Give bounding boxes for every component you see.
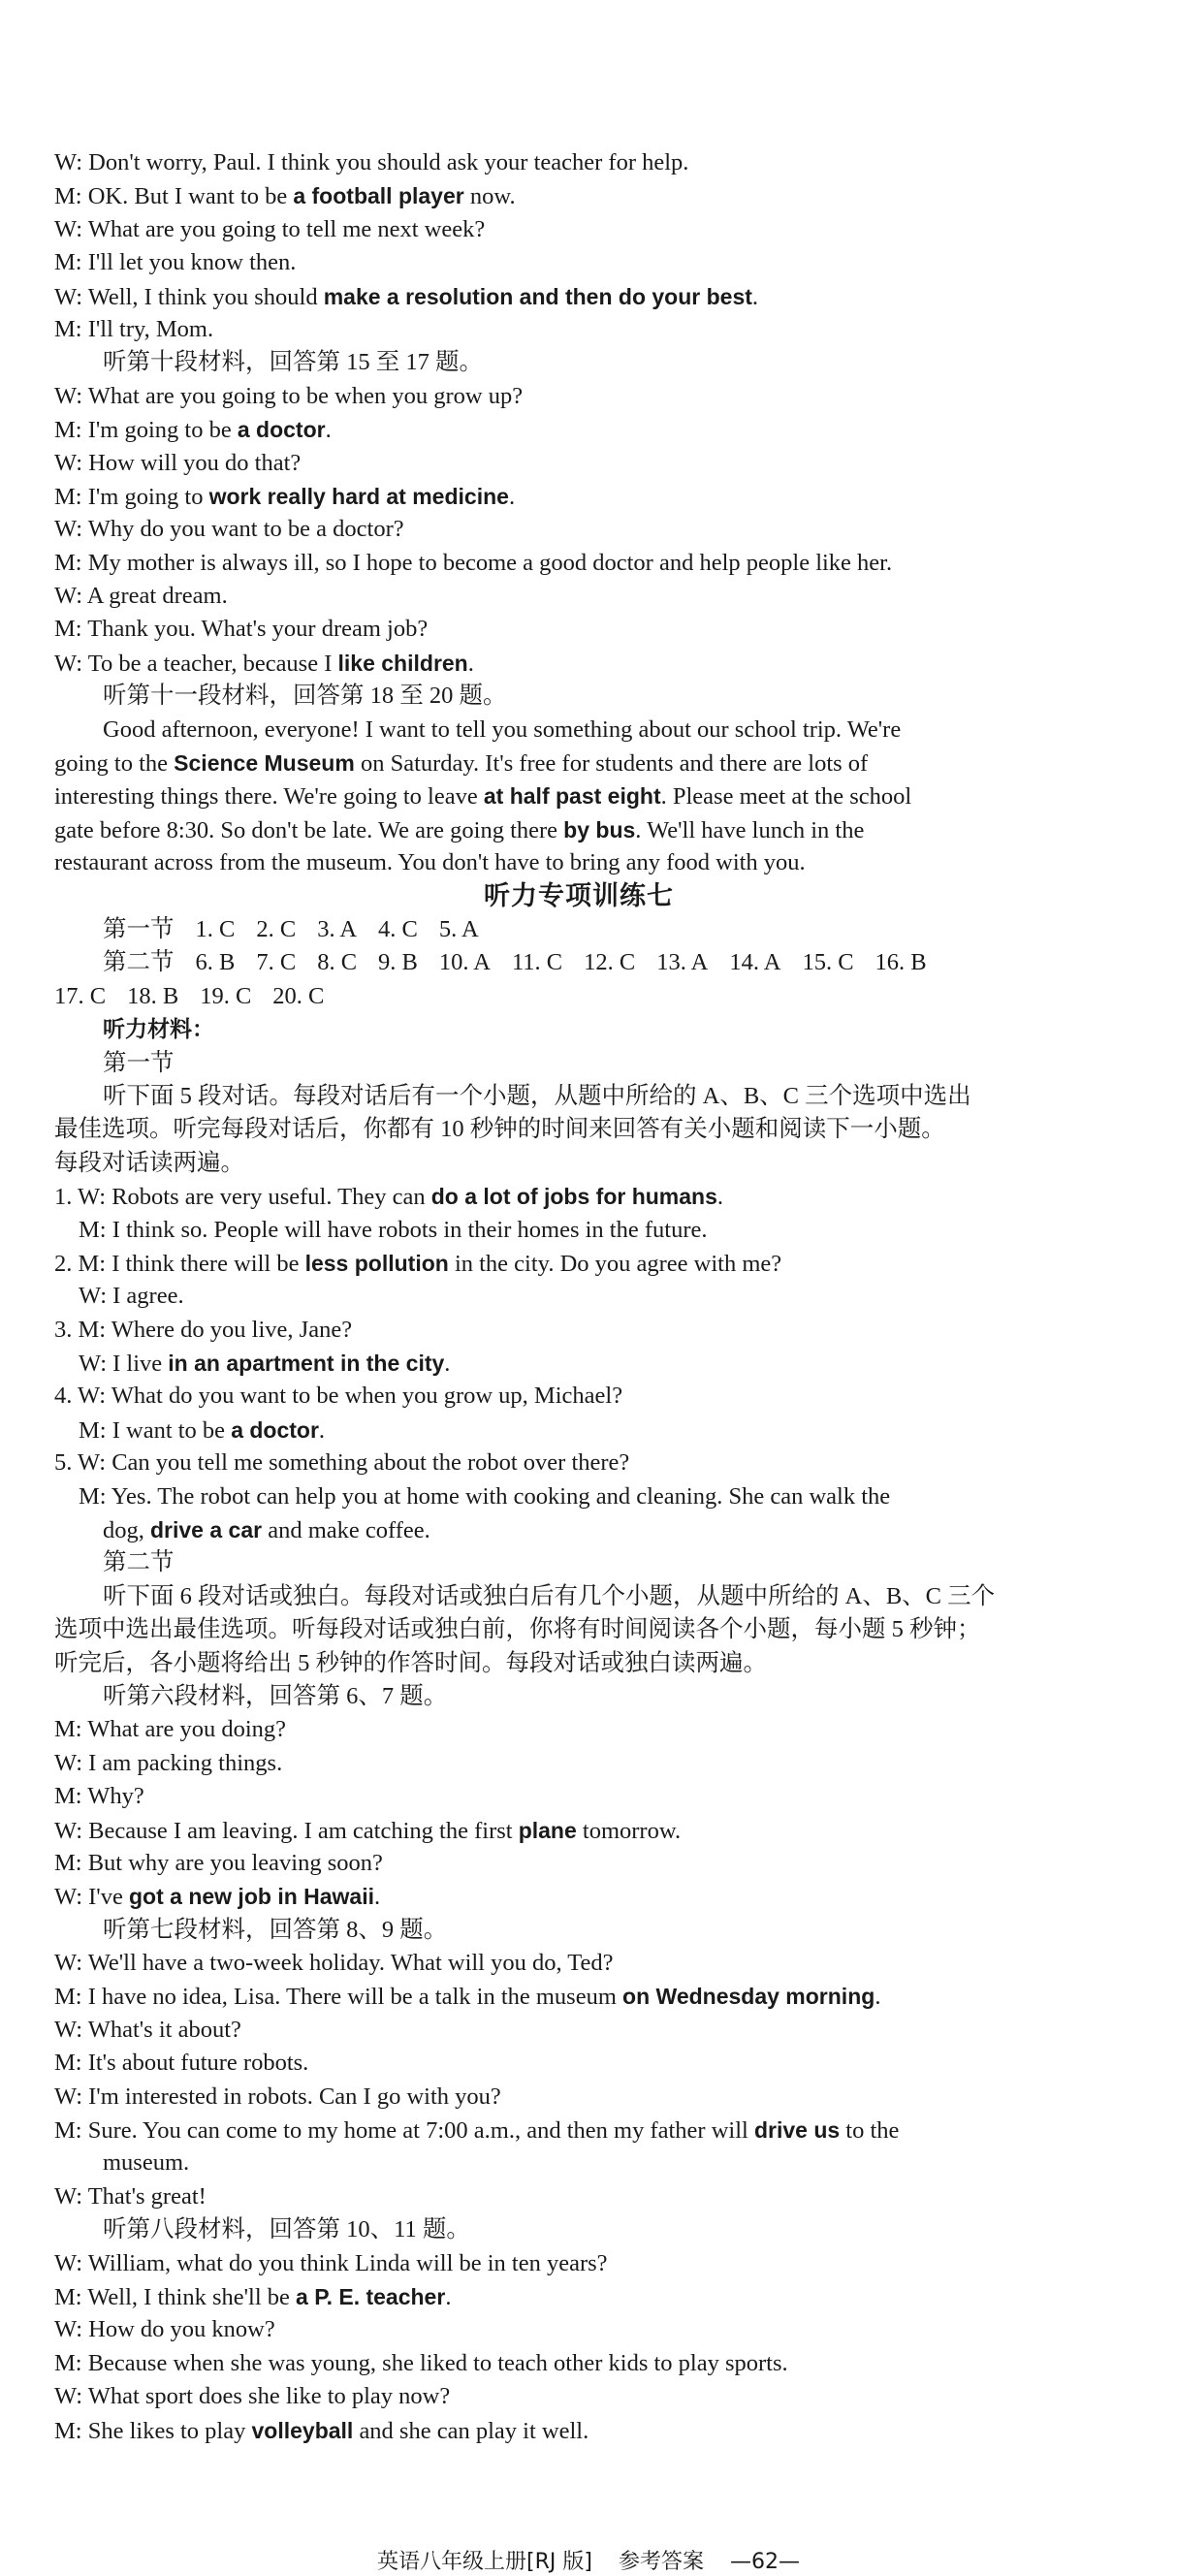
instruction-line: 选项中选出最佳选项。听每段对话或独白前，你将有时间阅读各个小题，每小题 5 秒钟； bbox=[54, 1616, 981, 1643]
numbered-dialogue-line bbox=[54, 1414, 1103, 1447]
dialogue-line bbox=[54, 1980, 1103, 2013]
answer-item: 14. A bbox=[729, 949, 781, 976]
key-phrase: a doctor bbox=[237, 417, 326, 443]
monologue-school-trip bbox=[54, 714, 1103, 880]
line-text: . bbox=[875, 1984, 881, 2011]
answers-section2-label: 第二节 bbox=[103, 949, 175, 976]
line-text: M: But why are you leaving soon? bbox=[54, 1849, 383, 1876]
key-phrase: a doctor bbox=[231, 1416, 319, 1443]
numbered-dialogue-line bbox=[54, 1513, 1103, 1546]
line-text: W: That's great! bbox=[54, 2182, 207, 2210]
instruction-line: 听完后，各小题将给出 5 秒钟的作答时间。每段对话或独白读两遍。 bbox=[54, 1649, 767, 1676]
line-text: M: OK. But I want to be bbox=[54, 183, 294, 210]
answer-item: 2. C bbox=[256, 915, 297, 942]
line-text: W: What's it about? bbox=[54, 2016, 241, 2043]
answers-section2-line2 bbox=[54, 980, 1103, 1013]
dialogue-line bbox=[54, 313, 1103, 346]
answer-item: 3. A bbox=[317, 915, 358, 942]
key-phrase: less pollution bbox=[304, 1250, 449, 1276]
dialogue-line bbox=[54, 547, 1103, 580]
answers-section2-list bbox=[196, 949, 948, 975]
dialogue-line bbox=[54, 1713, 1103, 1746]
dialogue-line bbox=[54, 1847, 1103, 1880]
dialogue-line bbox=[54, 1780, 1103, 1813]
line-text: M: I'll let you know then. bbox=[54, 249, 297, 276]
line-text: M: Sure. You can come to my home at 7:00 a.m., and then my father will bbox=[54, 2117, 754, 2145]
numbered-dialogue-line bbox=[54, 1247, 1103, 1280]
page-footer bbox=[0, 2545, 1177, 2575]
line-text: W: How do you know? bbox=[54, 2316, 275, 2343]
intro-material-11: 听第十一段材料，回答第 18 至 20 题。 bbox=[103, 683, 507, 710]
numbered-dialogue-line bbox=[54, 1480, 1103, 1513]
line-text: . bbox=[716, 1184, 724, 1211]
line-text: W: How will you do that? bbox=[54, 449, 302, 476]
line-text: . bbox=[374, 1884, 381, 1911]
answer-item: 1. C bbox=[195, 915, 236, 942]
answers-section1 bbox=[54, 913, 1103, 946]
dialogue-line bbox=[54, 2047, 1103, 2080]
line-text: M: Well, I think she'll be bbox=[54, 2284, 297, 2310]
dialogue-line bbox=[54, 480, 1103, 513]
answer-item: 20. C bbox=[272, 982, 325, 1009]
answer-item: 6. B bbox=[195, 949, 236, 976]
answers-section2-list-cont bbox=[54, 983, 345, 1009]
line-text: now. bbox=[463, 183, 516, 210]
line-text: . bbox=[444, 1351, 451, 1378]
dialogue-line bbox=[54, 1747, 1103, 1780]
sec1-label: 第一节 bbox=[103, 1049, 175, 1076]
answer-item: 12. C bbox=[584, 949, 636, 976]
dialogue-line bbox=[54, 2347, 1103, 2380]
answer-item: 10. A bbox=[438, 949, 491, 976]
line-text: 5. W: Can you tell me something about the robot over there? bbox=[54, 1449, 630, 1477]
dialogue-line bbox=[54, 179, 1103, 212]
line-text: M: Thank you. What's your dream job? bbox=[54, 616, 429, 643]
answer-item: 8. C bbox=[317, 949, 358, 976]
line-text: museum. bbox=[103, 2149, 190, 2177]
line-text: Good afternoon, everyone! I want to tell you something about our school trip. We're bbox=[103, 716, 902, 743]
key-phrase: like children bbox=[337, 650, 468, 676]
dialogue-line bbox=[54, 580, 1103, 613]
dialogue-line bbox=[54, 2313, 1103, 2346]
answer-item: 15. C bbox=[802, 949, 854, 976]
line-text: going to the bbox=[54, 750, 175, 778]
key-phrase: drive a car bbox=[150, 1517, 263, 1543]
key-phrase: a football player bbox=[293, 183, 464, 209]
line-text: on Saturday. It's free for students and there are lots of bbox=[354, 750, 869, 778]
numbered-dialogue-line bbox=[54, 1214, 1103, 1247]
dialogue-line bbox=[54, 2247, 1103, 2280]
line-text: M: I'm going to bbox=[54, 483, 209, 510]
key-phrase: do a lot of jobs for humans bbox=[430, 1184, 717, 1210]
dialogue-line bbox=[54, 613, 1103, 646]
dialogue-line bbox=[54, 213, 1103, 246]
line-text: W: I've bbox=[54, 1884, 129, 1911]
dialogue-line bbox=[54, 1947, 1103, 1980]
dialogue-line bbox=[54, 2414, 1103, 2447]
answer-item: 19. C bbox=[200, 982, 252, 1009]
line-text: W: I live bbox=[79, 1351, 169, 1378]
key-phrase: at half past eight bbox=[483, 783, 661, 810]
line-text: M: My mother is always ill, so I hope to become a good doctor and help people like her. bbox=[54, 549, 893, 576]
dialogue-part7 bbox=[54, 1947, 1103, 2213]
key-phrase: on Wednesday morning bbox=[622, 1984, 875, 2010]
monologue-line bbox=[54, 813, 1103, 846]
dialogue-line bbox=[54, 1814, 1103, 1847]
answer-item: 5. A bbox=[438, 915, 479, 942]
dialogue-line bbox=[54, 647, 1103, 680]
intro-material-8: 听第八段材料，回答第 10、11 题。 bbox=[103, 2216, 470, 2243]
line-text: M: I'll try, Mom. bbox=[54, 315, 214, 342]
key-phrase: drive us bbox=[753, 2117, 841, 2144]
line-text: . Please meet at the school bbox=[660, 783, 912, 811]
footer-page-number: —62— bbox=[729, 2550, 800, 2574]
line-text: . We'll have lunch in the bbox=[635, 816, 865, 843]
line-text: 3. M: Where do you live, Jane? bbox=[54, 1316, 353, 1343]
line-text: M: I'm going to be bbox=[54, 417, 238, 444]
sec2-instructions bbox=[54, 1580, 1103, 1680]
line-text: 4. W: What do you want to be when you grow up, Michael? bbox=[54, 1383, 623, 1410]
materials-label: 听力材料： bbox=[103, 1017, 214, 1043]
footer-book-title: 英语八年级上册[RJ 版] bbox=[377, 2550, 592, 2574]
answer-item: 4. C bbox=[378, 915, 418, 942]
line-text: M: I want to be bbox=[79, 1416, 232, 1444]
intro-material-7: 听第七段材料，回答第 8、9 题。 bbox=[103, 1916, 448, 1943]
line-text: . bbox=[467, 650, 474, 677]
numbered-dialogue-line bbox=[54, 1280, 1103, 1313]
line-text: 2. M: I think there will be bbox=[54, 1250, 305, 1277]
line-text: . bbox=[508, 483, 516, 510]
numbered-dialogue-line bbox=[54, 1347, 1103, 1380]
line-text: W: Well, I think you should bbox=[54, 283, 324, 310]
intro-material-10: 听第十段材料，回答第 15 至 17 题。 bbox=[103, 349, 483, 376]
intro-material-6: 听第六段材料，回答第 6、7 题。 bbox=[103, 1682, 448, 1709]
dialogue-part6 bbox=[54, 1713, 1103, 1913]
line-text: . bbox=[318, 1416, 326, 1444]
key-phrase: make a resolution and then do your best bbox=[323, 283, 752, 309]
answer-item: 18. B bbox=[127, 982, 179, 1009]
dialogue-line bbox=[54, 447, 1103, 480]
answer-item: 16. B bbox=[875, 949, 927, 976]
line-text: and make coffee. bbox=[262, 1517, 430, 1544]
dialogue-line bbox=[54, 1880, 1103, 1913]
sec2-label: 第二节 bbox=[103, 1549, 175, 1576]
line-text: W: I agree. bbox=[79, 1283, 184, 1310]
dialogue-line bbox=[54, 146, 1103, 179]
answers-section1-label: 第一节 bbox=[103, 915, 175, 942]
line-text: tomorrow. bbox=[576, 1817, 682, 1844]
key-phrase: got a new job in Hawaii bbox=[128, 1884, 375, 1910]
answer-item: 11. C bbox=[511, 949, 563, 976]
key-phrase: plane bbox=[518, 1817, 577, 1843]
line-text: . bbox=[751, 283, 759, 310]
line-text: in the city. Do you agree with me? bbox=[448, 1250, 782, 1277]
answers-section1-list bbox=[196, 916, 500, 942]
document-body bbox=[54, 146, 1103, 2447]
line-text: W: What are you going to be when you grow up? bbox=[54, 382, 524, 409]
line-text: M: I have no idea, Lisa. There will be a talk in the museum bbox=[54, 1984, 623, 2011]
dialogue-part8 bbox=[54, 2247, 1103, 2447]
line-text: 1. W: Robots are very useful. They can bbox=[54, 1184, 431, 1211]
line-text: M: It's about future robots. bbox=[54, 2050, 309, 2077]
line-text: M: Why? bbox=[54, 1783, 144, 1810]
dialogue-part1 bbox=[54, 146, 1103, 346]
dialogue-line bbox=[54, 280, 1103, 313]
sec1-dialogues bbox=[54, 1180, 1103, 1546]
line-text: W: Don't worry, Paul. I think you should ask your teacher for help. bbox=[54, 149, 689, 175]
answer-item: 9. B bbox=[378, 949, 418, 976]
numbered-dialogue-line bbox=[54, 1380, 1103, 1413]
line-text: M: She likes to play bbox=[54, 2417, 252, 2444]
answers-section2-line1 bbox=[54, 946, 1103, 979]
line-text: W: William, what do you think Linda will be in ten years? bbox=[54, 2249, 608, 2276]
key-phrase: Science Museum bbox=[174, 750, 355, 777]
line-text: . bbox=[325, 417, 332, 444]
dialogue-line bbox=[54, 380, 1103, 413]
monologue-line bbox=[54, 747, 1103, 779]
monologue-line bbox=[54, 714, 1103, 747]
line-text: M: I think so. People will have robots in their homes in the future. bbox=[79, 1216, 708, 1243]
line-text: W: I'm interested in robots. Can I go with you? bbox=[54, 2083, 501, 2110]
dialogue-line bbox=[54, 2114, 1103, 2147]
instruction-line: 最佳选项。听完每段对话后，你都有 10 秒钟的时间来回答有关小题和阅读下一小题。 bbox=[54, 1116, 945, 1143]
dialogue-line bbox=[54, 2147, 1103, 2179]
answer-item: 13. A bbox=[656, 949, 709, 976]
answer-item: 17. C bbox=[54, 982, 107, 1009]
numbered-dialogue-line bbox=[54, 1447, 1103, 1479]
key-phrase: in an apartment in the city bbox=[168, 1351, 445, 1377]
line-text: W: We'll have a two-week holiday. What will you do, Ted? bbox=[54, 1950, 614, 1977]
line-text: gate before 8:30. So don't be late. We are going there bbox=[54, 816, 564, 843]
line-text: dog, bbox=[103, 1517, 150, 1544]
monologue-line bbox=[54, 779, 1103, 812]
dialogue-line bbox=[54, 2180, 1103, 2213]
dialogue-line bbox=[54, 2380, 1103, 2413]
dialogue-line bbox=[54, 2014, 1103, 2047]
key-phrase: volleyball bbox=[251, 2417, 354, 2443]
instruction-line: 听下面 6 段对话或独白。每段对话或独白后有几个小题，从题中所给的 A、B、C 三个 bbox=[103, 1582, 996, 1609]
line-text: W: A great dream. bbox=[54, 583, 228, 610]
dialogue-line bbox=[54, 2280, 1103, 2313]
answer-item: 7. C bbox=[256, 949, 297, 976]
line-text: M: Because when she was young, she liked to teach other kids to play sports. bbox=[54, 2349, 788, 2376]
line-text: M: Yes. The robot can help you at home with cooking and cleaning. She can walk the bbox=[79, 1482, 891, 1510]
monologue-line bbox=[54, 846, 1103, 879]
line-text: M: What are you doing? bbox=[54, 1716, 287, 1743]
line-text: . bbox=[445, 2284, 452, 2310]
line-text: W: What are you going to tell me next week? bbox=[54, 215, 486, 242]
line-text: to the bbox=[840, 2117, 900, 2145]
line-text: W: I am packing things. bbox=[54, 1749, 283, 1776]
section-title: 听力专项训练七 bbox=[484, 880, 674, 911]
key-phrase: a P. E. teacher bbox=[296, 2284, 446, 2309]
dialogue-line bbox=[54, 2081, 1103, 2114]
dialogue-line bbox=[54, 246, 1103, 279]
numbered-dialogue-line bbox=[54, 1314, 1103, 1347]
line-text: and she can play it well. bbox=[353, 2417, 589, 2444]
instruction-line: 听下面 5 段对话。每段对话后有一个小题，从题中所给的 A、B、C 三个选项中选出 bbox=[103, 1082, 971, 1109]
line-text: interesting things there. We're going to leave bbox=[54, 783, 484, 811]
instruction-line: 每段对话读两遍。 bbox=[54, 1149, 244, 1176]
dialogue-part2 bbox=[54, 380, 1103, 681]
line-text: W: To be a teacher, because I bbox=[54, 650, 338, 677]
footer-section: 参考答案 bbox=[618, 2550, 704, 2574]
line-text: W: What sport does she like to play now? bbox=[54, 2383, 451, 2410]
line-text: W: Because I am leaving. I am catching the first bbox=[54, 1817, 519, 1844]
dialogue-line bbox=[54, 413, 1103, 446]
key-phrase: by bus bbox=[563, 816, 636, 843]
dialogue-line bbox=[54, 513, 1103, 546]
line-text: W: Why do you want to be a doctor? bbox=[54, 516, 404, 543]
sec1-instructions bbox=[54, 1080, 1103, 1180]
line-text: restaurant across from the museum. You don't have to bring any food with you. bbox=[54, 849, 806, 876]
numbered-dialogue-line bbox=[54, 1180, 1103, 1213]
key-phrase: work really hard at medicine bbox=[208, 483, 509, 509]
